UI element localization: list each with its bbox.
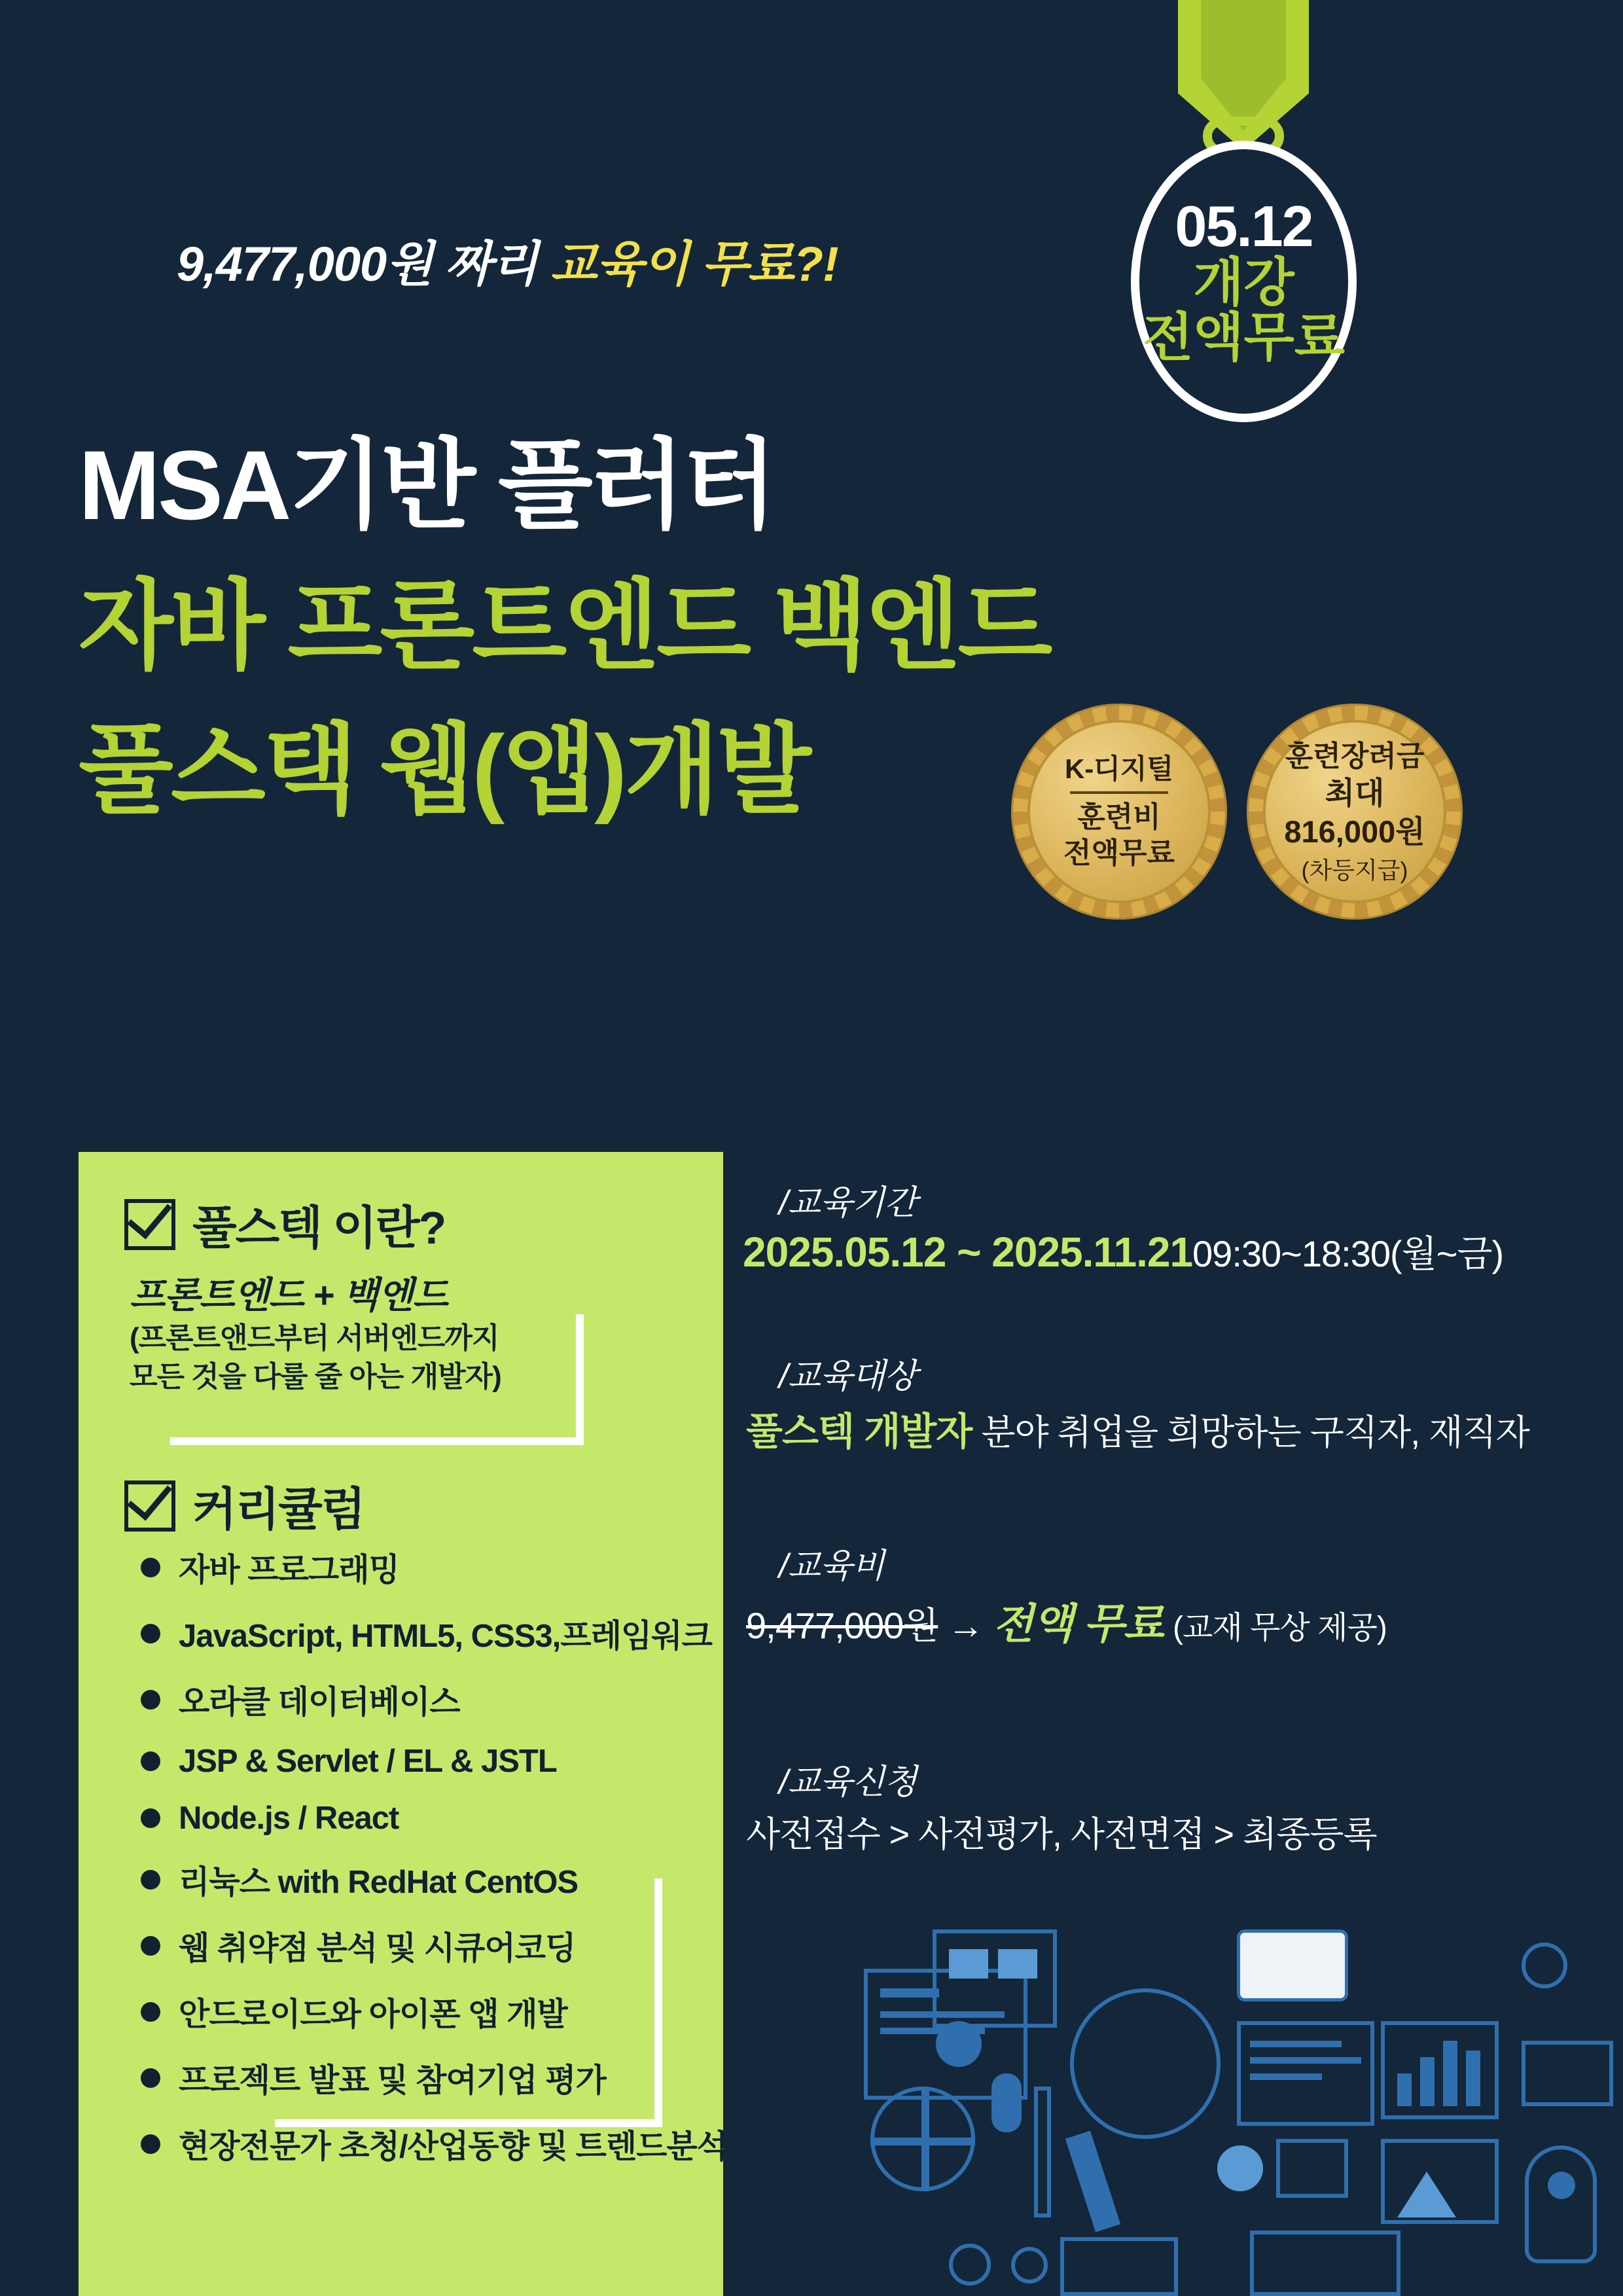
curriculum-heading-label: 커리큘럼 xyxy=(192,1484,365,1535)
bullet-icon xyxy=(141,1751,160,1771)
bullet-icon xyxy=(141,1870,160,1890)
curriculum-item-label: JavaScript, HTML5, CSS3,프레임워크 xyxy=(179,1619,712,1654)
list-item xyxy=(141,1857,727,1903)
bullet-icon xyxy=(141,1808,160,1828)
globe-equator-icon xyxy=(870,2138,975,2145)
bar-icon xyxy=(1443,2041,1457,2106)
seal-divider xyxy=(1070,791,1168,794)
plus-badge-icon xyxy=(949,2244,991,2286)
bullet-icon xyxy=(141,2068,160,2088)
curriculum-item-label: 오라클 데이터베이스 xyxy=(179,1685,460,1720)
browser-line-icon xyxy=(880,1988,939,1998)
list-item xyxy=(141,2121,727,2167)
curriculum-item-label: Node.js / React xyxy=(179,1801,399,1836)
medal-free-label: 전액무료 xyxy=(1142,308,1346,367)
bullet-icon xyxy=(141,2134,160,2154)
fullstack-heading-label: 풀스텍 이란? xyxy=(192,1202,446,1253)
bullet-icon xyxy=(141,1558,160,1577)
bar-icon xyxy=(1397,2073,1412,2106)
decor-corner-vertical-1 xyxy=(576,1314,584,1445)
check-icon xyxy=(124,1199,175,1250)
book-icon xyxy=(1250,2231,1400,2296)
medal-badge xyxy=(1131,141,1357,422)
bar-icon xyxy=(1420,2057,1435,2106)
training-allowance-seal xyxy=(1247,704,1463,920)
tech-illustration xyxy=(844,1890,1623,2296)
chat-bubble-icon xyxy=(1237,1929,1348,2001)
k-digital-seal-mid: 훈련비 xyxy=(1077,801,1161,834)
document-line-icon xyxy=(1250,2041,1342,2047)
bullet-icon xyxy=(141,2002,160,2022)
kicker-mid: 짜리 xyxy=(445,237,538,291)
decor-corner-horizontal-2 xyxy=(275,2119,662,2127)
bullet-icon xyxy=(141,1936,160,1956)
k-digital-seal xyxy=(1011,704,1227,920)
title-line-2: 자바 프론트엔드 백엔드 xyxy=(79,571,1050,681)
curriculum-list xyxy=(141,1545,727,2187)
k-digital-seal-bottom: 전액무료 xyxy=(1063,837,1175,870)
rocket-window-icon xyxy=(1548,2172,1575,2199)
allowance-seal-top: 훈련장려금 xyxy=(1285,740,1425,773)
medal-open-label: 개강 xyxy=(1193,253,1294,312)
kicker-text xyxy=(177,226,838,295)
bullet-icon xyxy=(141,1690,160,1710)
check-box-icon xyxy=(1276,2139,1348,2198)
period-hours: 09:30~18:30(월~금) xyxy=(1192,1233,1504,1274)
curriculum-item-label: 리눅스 with RedHat CentOS xyxy=(179,1865,579,1900)
fullstack-heading xyxy=(124,1191,445,1257)
mountain-icon xyxy=(1397,2172,1456,2217)
target-value xyxy=(746,1401,1529,1456)
kicker-amount: 9,477,000원 xyxy=(177,237,433,291)
dot-badge-icon xyxy=(1011,2247,1048,2284)
fee-original: 9,477,000원 xyxy=(746,1605,938,1646)
list-item xyxy=(141,2055,727,2101)
fullstack-note-line1: (프론트앤드부터 서버엔드까지 xyxy=(130,1322,499,1354)
fee-free: 전액 무료 xyxy=(993,1600,1164,1647)
list-item xyxy=(141,1545,727,1590)
list-item xyxy=(141,1677,727,1723)
period-label: /교육기간 xyxy=(779,1184,917,1222)
fee-note: (교재 무상 제공) xyxy=(1173,1611,1387,1645)
training-allowance-seal-inner xyxy=(1263,720,1446,903)
target-label: /교육대상 xyxy=(779,1357,917,1395)
curriculum-item-label: 현장전문가 초청/산업동향 및 트렌드분석 xyxy=(179,2129,728,2164)
curriculum-item-label: JSP & Servlet / EL & JSTL xyxy=(179,1744,557,1779)
card-thumb-icon xyxy=(998,1949,1037,1979)
medal-date: 05.12 xyxy=(1175,194,1313,259)
cursor-hand-icon xyxy=(991,2073,1022,2132)
document-line-icon xyxy=(1250,2057,1361,2064)
list-item xyxy=(141,1611,727,1657)
plus-badge-icon xyxy=(1522,1943,1567,1988)
k-digital-seal-inner xyxy=(1027,720,1211,903)
decor-corner-vertical-2 xyxy=(654,1878,662,2127)
check-icon xyxy=(124,1480,175,1532)
menu-circle-icon xyxy=(1217,2145,1263,2191)
list-item xyxy=(141,1989,727,2035)
curriculum-item-label: 웹 취약점 분석 및 시큐어코딩 xyxy=(179,1931,576,1966)
curriculum-item-label: 안드로이드와 아이폰 앱 개발 xyxy=(179,1997,567,2032)
bullet-icon xyxy=(141,1624,160,1643)
allowance-seal-mid: 최대 816,000원 xyxy=(1284,776,1425,849)
fullstack-subtitle: 프론트엔드 + 백엔드 xyxy=(130,1274,448,1316)
apply-label: /교육신청 xyxy=(779,1763,917,1801)
fee-arrow-icon: → xyxy=(947,1605,984,1646)
bar-icon xyxy=(1466,2051,1480,2106)
decor-corner-horizontal-1 xyxy=(170,1437,584,1445)
mail-icon xyxy=(1522,2041,1613,2106)
magnifier-handle-icon xyxy=(1065,2130,1120,2232)
target-rest: 분야 취업을 희망하는 구직자, 재직자 xyxy=(981,1413,1529,1452)
period-value xyxy=(743,1225,1503,1278)
magnifier-icon xyxy=(1070,1988,1221,2139)
document-line-icon xyxy=(1250,2073,1322,2080)
kicker-highlight: 교육이 무료?! xyxy=(550,237,838,291)
apply-steps: 사전접수 > 사전평가, 사전면접 > 최종등록 xyxy=(746,1815,1377,1854)
card-thumb-icon xyxy=(949,1949,988,1979)
fullstack-note xyxy=(130,1319,501,1397)
list-item xyxy=(141,1743,727,1780)
list-item xyxy=(141,1923,727,1969)
title-line-3: 풀스택 웹(앱)개발 xyxy=(79,715,809,825)
target-highlight: 풀스텍 개발자 xyxy=(746,1410,972,1453)
card-icon xyxy=(933,1929,1057,2028)
list-item xyxy=(141,1800,727,1837)
pencil-icon xyxy=(1034,2087,1051,2217)
table-icon xyxy=(1060,2237,1178,2296)
period-range: 2025.05.12 ~ 2025.11.21 xyxy=(743,1229,1193,1276)
curriculum-item-label: 자바 프로그래밍 xyxy=(179,1552,399,1588)
k-digital-seal-top: K-디지털 xyxy=(1064,753,1174,784)
fee-value xyxy=(746,1590,1387,1651)
rocket-icon xyxy=(1525,2145,1597,2263)
star-badge-icon xyxy=(936,2021,982,2067)
curriculum-heading xyxy=(124,1473,364,1539)
allowance-seal-bottom: (차등지급) xyxy=(1301,856,1408,884)
curriculum-item-label: 프로젝트 발표 및 참여기업 평가 xyxy=(179,2063,606,2098)
fee-label: /교육비 xyxy=(779,1547,885,1585)
curriculum-panel xyxy=(79,1152,728,2296)
fullstack-note-line2: 모든 것을 다룰 줄 아는 개발자) xyxy=(130,1361,501,1393)
title-line-1: MSA기반 플러터 xyxy=(79,430,775,540)
